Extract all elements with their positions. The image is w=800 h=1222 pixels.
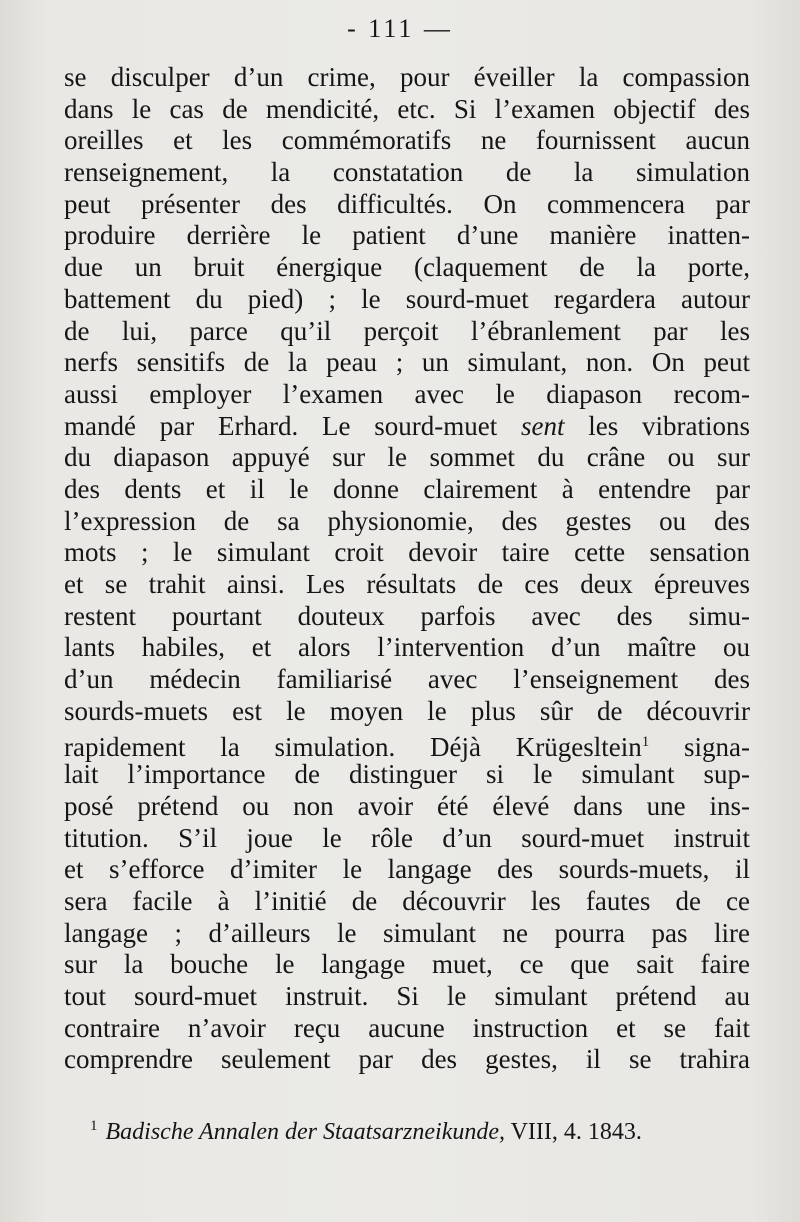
text-line: comprendre seulement par des gestes, il se trahira: [64, 1044, 750, 1075]
page-number: - 111 —: [347, 14, 453, 43]
footnote-reference: 1: [641, 734, 650, 751]
text-line: due un bruit énergique (claquement de la porte,: [64, 252, 750, 283]
italic-word: sent: [520, 410, 565, 441]
text-line: de lui, parce qu’il perçoit l’ébranlement par les: [64, 315, 750, 346]
text-line: posé prétend ou non avoir été élevé dans une ins-: [64, 790, 750, 821]
text-line: nerfs sensitifs de la peau ; un simulant, non. On peut: [64, 347, 750, 378]
text-line: contraire n’avoir reçu aucune instruction et se fait: [64, 1012, 750, 1043]
text-line: dans le cas de mendicité, etc. Si l’examen objectif des: [64, 93, 750, 124]
text-line: sourds-muets est le moyen le plus sûr de découvrir: [64, 695, 750, 726]
text-line: renseignement, la constatation de la simulation: [64, 157, 750, 188]
footnote: [90, 1118, 750, 1146]
text-segment: signa-: [649, 732, 750, 763]
text-line: sur la bouche le langage muet, ce que sait faire: [64, 949, 750, 980]
text-segment: mandé par Erhard. Le sourd-muet: [64, 410, 498, 441]
footnote-citation: VIII, 4. 1843.: [505, 1119, 642, 1145]
text-line: langage ; d’ailleurs le simulant ne pourra pas lire: [64, 917, 750, 948]
text-segment: les vibrations: [564, 410, 751, 441]
text-line: lants habiles, et alors l’intervention d’un maître ou: [64, 632, 750, 663]
text-line: d’un médecin familiarisé avec l’enseignement des: [64, 664, 750, 695]
text-line: et s’efforce d’imiter le langage des sourds-muets, il: [64, 854, 750, 885]
text-segment: rapidement la simulation. Déjà Krügesltein: [64, 732, 642, 763]
text-line: battement du pied) ; le sourd-muet regardera autour: [64, 283, 750, 314]
text-line: tout sourd-muet instruit. Si le simulant prétend au: [64, 980, 750, 1011]
text-line: lait l’importance de distinguer si le simulant sup-: [64, 759, 750, 790]
text-line: [64, 727, 750, 763]
text-line: l’expression de sa physionomie, des gestes ou des: [64, 505, 750, 536]
text-line: produire derrière le patient d’une manière inatten-: [64, 220, 750, 251]
text-line: titution. S’il joue le rôle d’un sourd-muet instruit: [64, 822, 750, 853]
footnote-title: Badische Annalen der Staatsarzneikunde,: [105, 1119, 505, 1145]
text-line: des dents et il le donne clairement à entendre par: [64, 473, 750, 504]
text-line: et se trahit ainsi. Les résultats de ces deux épreuves: [64, 569, 750, 599]
text-line: aussi employer l’examen avec le diapason recom-: [64, 378, 750, 409]
text-line: restent pourtant douteux parfois avec des simu-: [64, 600, 750, 631]
text-line: sera facile à l’initié de découvrir les fautes de ce: [64, 885, 750, 916]
text-line: [64, 411, 750, 443]
text-line: mots ; le simulant croit devoir taire cette sensation: [64, 537, 750, 568]
body-text: [64, 62, 750, 1076]
text-line: du diapason appuyé sur le sommet du crâne ou sur: [64, 442, 750, 473]
text-line: peut présenter des difficultés. On commencera par: [64, 188, 750, 219]
footnote-marker: 1: [90, 1118, 98, 1134]
text-line: se disculper d’un crime, pour éveiller la compassion: [64, 62, 750, 92]
text-line: oreilles et les commémoratifs ne fournissent aucun: [64, 125, 750, 156]
